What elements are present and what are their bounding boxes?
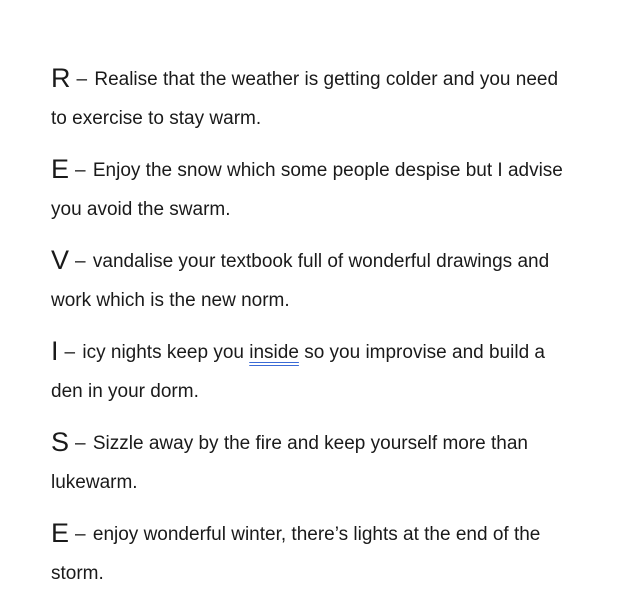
stanza-i — [51, 331, 611, 410]
line-text: so you improvise and build a — [304, 342, 545, 363]
line-text: enjoy wonderful winter, there’s lights at the end of the — [92, 524, 541, 545]
acrostic-initial: E — [51, 154, 70, 184]
line-text: icy nights keep you — [82, 342, 244, 363]
stanza-e-1 — [51, 149, 611, 228]
stanza-line-1 — [51, 58, 611, 100]
line-text: Enjoy the snow which some people despise but I advise — [92, 160, 563, 181]
acrostic-initial: E — [51, 518, 70, 548]
stanza-line-2 — [51, 282, 611, 319]
stanza-line-2 — [51, 464, 611, 501]
line-text: Sizzle away by the fire and keep yourself more than — [92, 433, 528, 454]
stanza-line-1 — [51, 149, 611, 191]
dash: – — [75, 251, 86, 272]
acrostic-initial: S — [51, 427, 70, 457]
dash: – — [75, 433, 86, 454]
line-text: to exercise to stay warm. — [51, 108, 262, 129]
line-text: vandalise your textbook full of wonderful drawings and — [92, 251, 550, 272]
acrostic-initial: V — [51, 245, 70, 275]
dash: – — [64, 342, 76, 363]
stanza-line-1 — [51, 331, 611, 373]
stanza-v — [51, 240, 611, 319]
line-text: storm. — [51, 563, 104, 584]
dash: – — [76, 69, 88, 90]
line-text: den in your dorm. — [51, 381, 199, 402]
stanza-line-2 — [51, 373, 611, 410]
stanza-line-2 — [51, 100, 611, 137]
stanza-line-1 — [51, 513, 611, 555]
acrostic-initial: I — [51, 336, 59, 366]
stanza-line-2 — [51, 555, 611, 592]
acrostic-initial: R — [51, 63, 71, 93]
stanza-r — [51, 58, 611, 137]
stanza-s — [51, 422, 611, 501]
line-text: you avoid the swarm. — [51, 199, 231, 220]
acrostic-poem — [51, 58, 611, 604]
grammar-flagged-word[interactable]: inside — [249, 342, 299, 363]
stanza-e-2 — [51, 513, 611, 592]
line-text: Realise that the weather is getting colder and you need — [94, 69, 559, 90]
stanza-line-2 — [51, 191, 611, 228]
dash: – — [75, 524, 86, 545]
stanza-line-1 — [51, 240, 611, 282]
stanza-line-1 — [51, 422, 611, 464]
line-text: lukewarm. — [51, 472, 138, 493]
line-text: work which is the new norm. — [51, 290, 290, 311]
dash: – — [75, 160, 86, 181]
